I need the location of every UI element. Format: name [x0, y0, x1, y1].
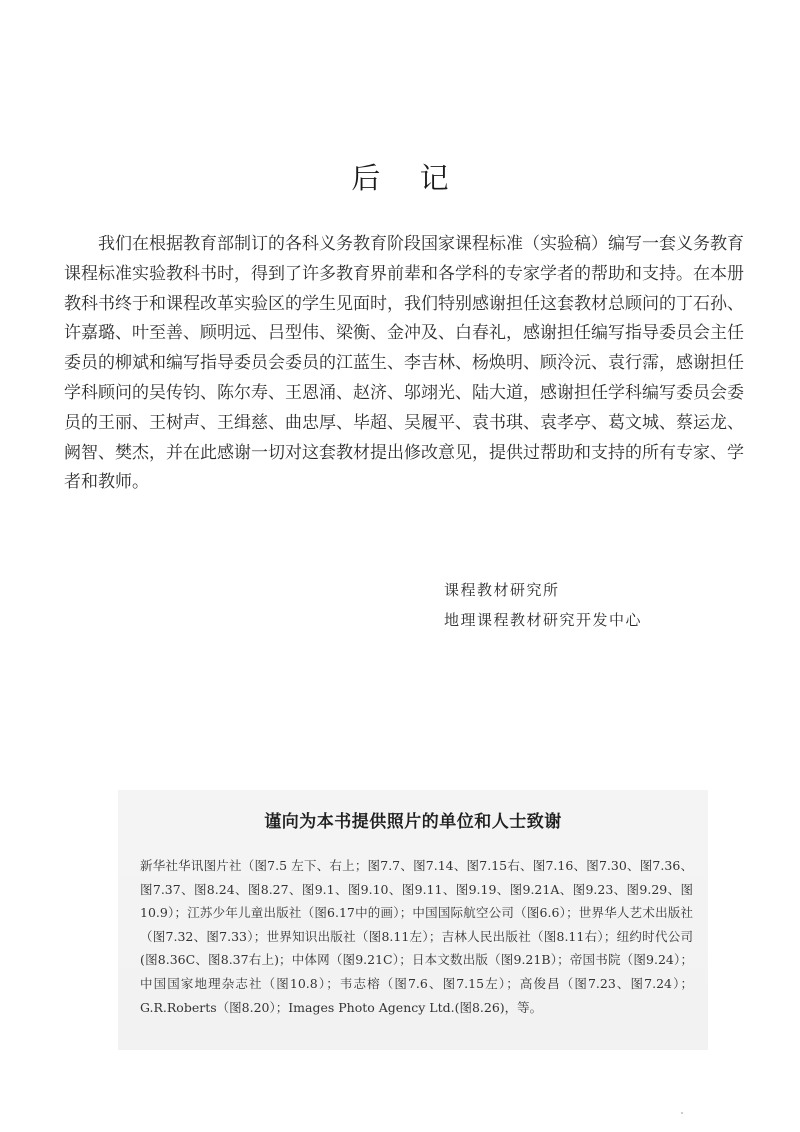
- photo-credits-heading: 谨向为本书提供照片的单位和人士致谢: [264, 812, 562, 832]
- photo-credits-text: 新华社华讯图片社（图7.5 左下、右上；图7.7、图7.14、图7.15右、图7.16、图7.30、图7.36、图7.37、图8.24、图8.27、图9.1、图9.10、图9.11、图9.19、图9.21A、图9.23、图9.29、图10.9）；江苏少年儿童出版社（图6.17中的画）；中国国际航空公司（图6.6）；世界华人艺术出版社（图7.32、图7.33）；世界知识出版社（图8.11左）；吉林人民出版社（图8.11右）；纽约时代公司(图8.36C、图8.37右上)；中体网（图9.21C）；日本文数出版（图9.21B）；帝国书院（图9.24）；中国国家地理杂志社（图10.8）；韦志榕（图7.6、图7.15左）；高俊昌（图7.23、图7.24）；G.R.Roberts（图8.20）；Images Photo Agency Ltd.(图8.26)，等。: [140, 858, 693, 1015]
- signature-block: [444, 575, 764, 635]
- afterword-paragraph: 我们在根据教育部制订的各科义务教育阶段国家课程标准（实验稿）编写一套义务教育课程标准实验教科书时，得到了许多教育界前辈和各学科的专家学者的帮助和支持。在本册教科书终于和课程改革实验区的学生见面时，我们特别感谢担任这套教材总顾问的丁石孙、许嘉璐、叶至善、顾明远、吕型伟、梁衡、金冲及、白春礼，感谢担任编写指导委员会主任委员的柳斌和编写指导委员会委员的江蓝生、李吉林、杨焕明、顾泠沅、袁行霈，感谢担任学科顾问的吴传钧、陈尔寿、王恩涌、赵济、邬翊光、陆大道，感谢担任学科编写委员会委员的王丽、王树声、王缉慈、曲忠厚、毕超、吴履平、袁书琪、袁孝亭、葛文城、蔡运龙、阙智、樊杰，并在此感谢一切对这套教材提出修改意见，提供过帮助和支持的所有专家、学者和教师。: [64, 234, 744, 493]
- photo-credits-panel: [118, 790, 708, 1050]
- scan-speck: [681, 1112, 683, 1114]
- page-title: 后 记: [351, 161, 464, 196]
- signature-institute: 课程教材研究所: [444, 581, 560, 599]
- signature-center: 地理课程教材研究开发中心: [444, 611, 643, 629]
